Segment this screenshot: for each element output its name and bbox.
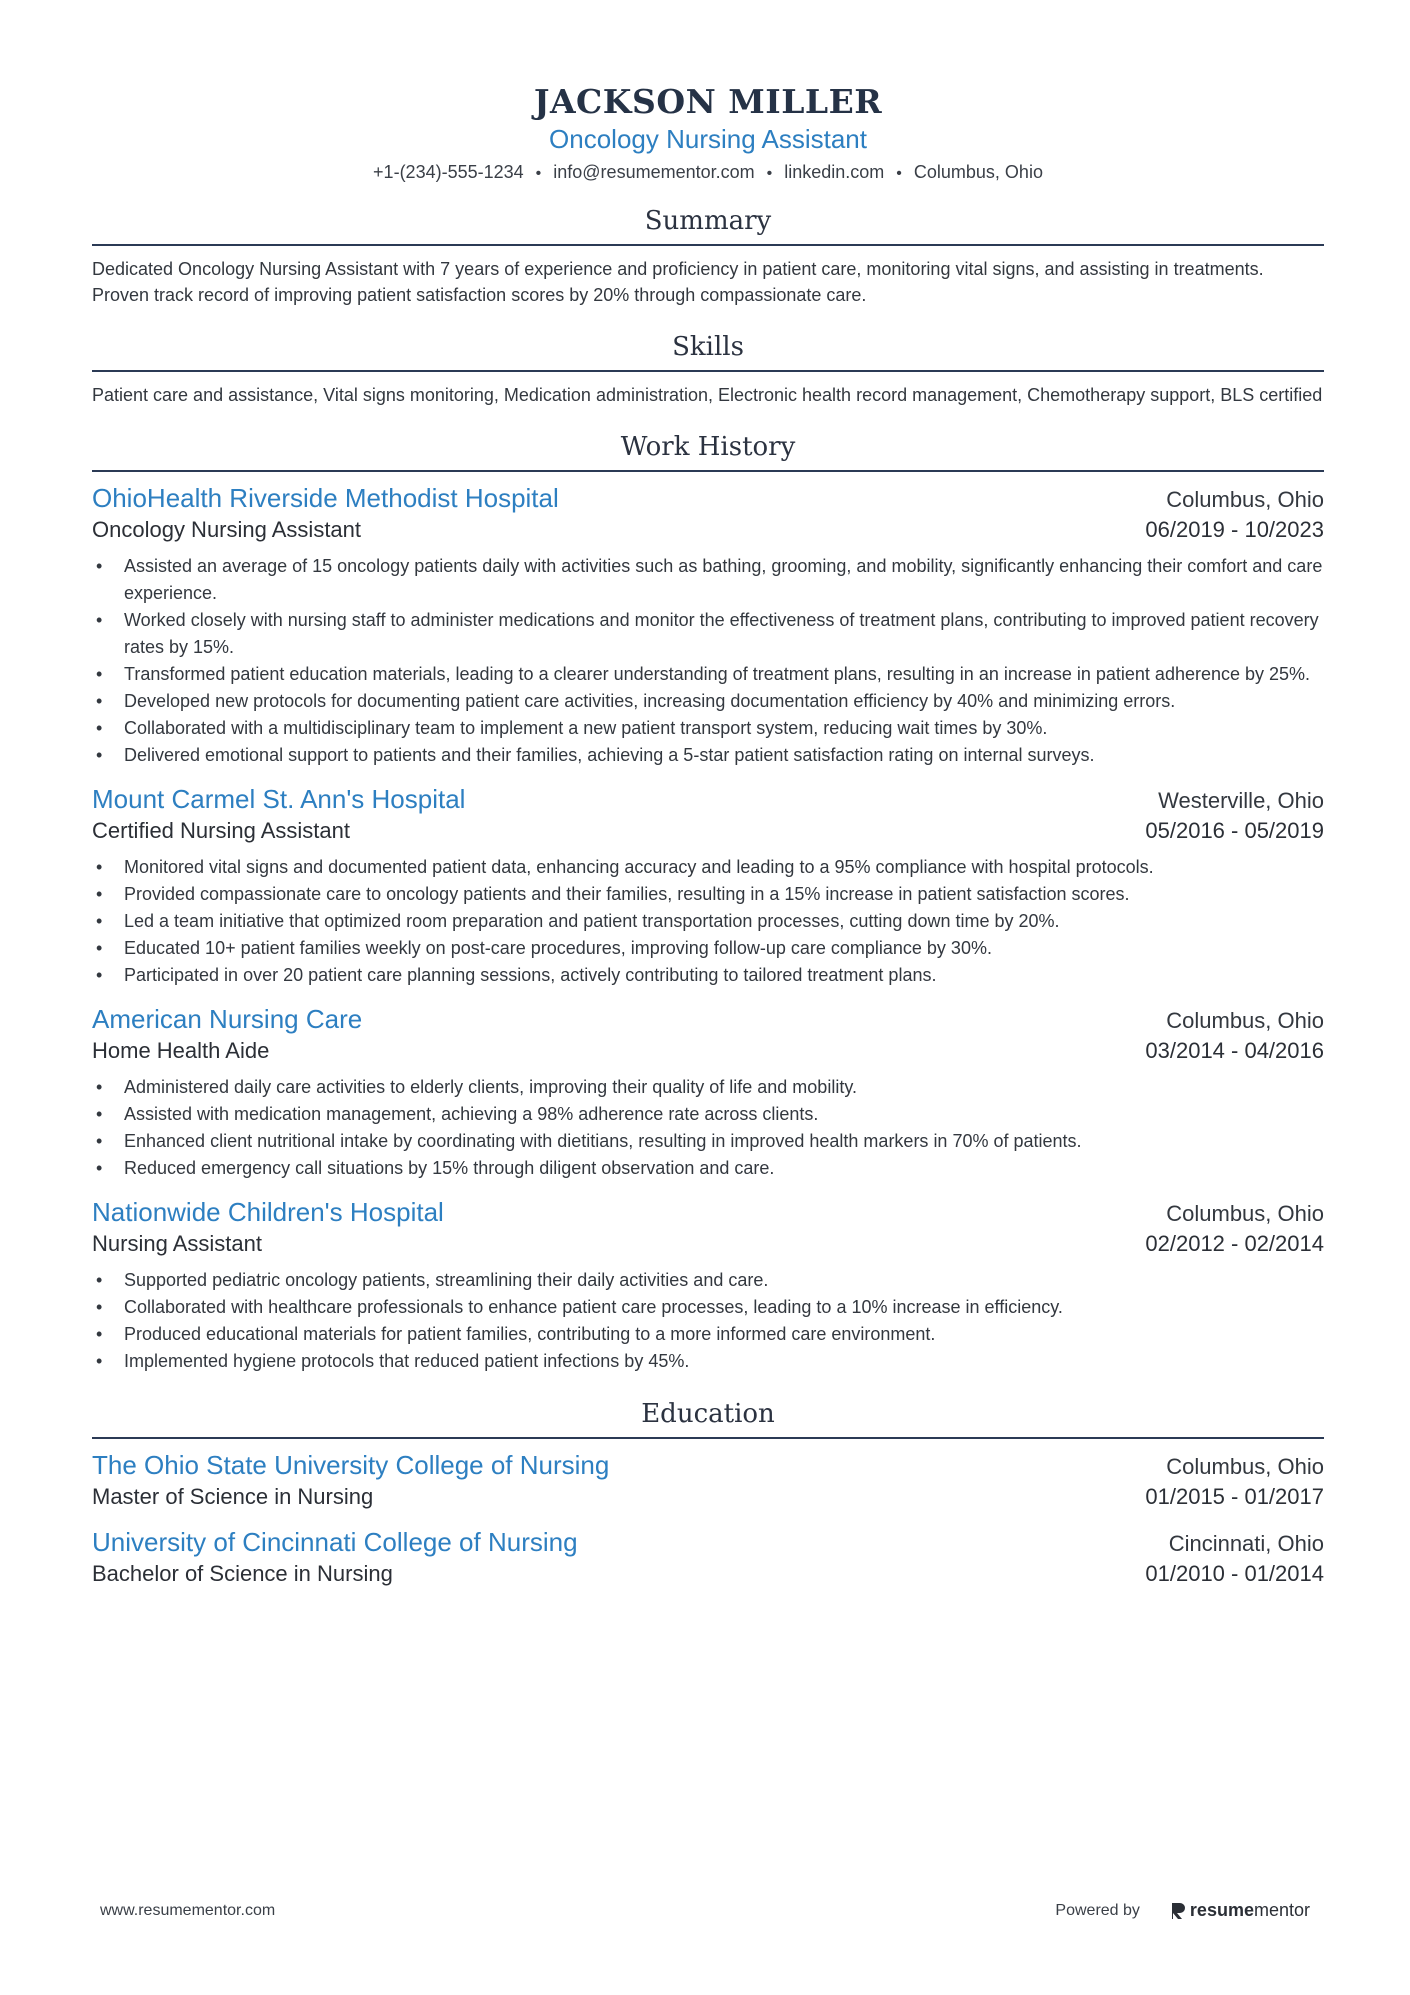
job-bullet: • Provided compassionate care to oncology patients and their families, resulting in a 15% increase in patient satisfaction scores. (92, 881, 1324, 908)
resumementor-logo-icon (1170, 1901, 1186, 1921)
work-history-heading: Work History (92, 430, 1324, 472)
job-entry (92, 482, 1324, 769)
job-employer: American Nursing Care (92, 1004, 363, 1034)
job-bullet: • Supported pediatric oncology patients, streamlining their daily activities and care. (92, 1267, 1324, 1294)
bullet-separator: • (896, 165, 902, 182)
logo-text-bold: resume (1189, 1900, 1254, 1920)
job-bullet: • Assisted with medication management, achieving a 98% adherence rate across clients. (92, 1101, 1324, 1128)
job-bullet: • Collaborated with a multidisciplinary team to implement a new patient transport system, reducing wait times by 30%. (92, 715, 1324, 742)
job-bullet: • Reduced emergency call situations by 15% through diligent observation and care. (92, 1155, 1324, 1182)
skills-text: Patient care and assistance, Vital signs monitoring, Medication administration, Electronic health record management, Chemotherapy support, BLS certified (92, 385, 1323, 405)
job-bullet: • Participated in over 20 patient care planning sessions, actively contributing to tailored treatment plans. (92, 962, 1324, 989)
education-entry (92, 1526, 1324, 1589)
job-role: Oncology Nursing Assistant (92, 517, 362, 542)
job-bullet: • Enhanced client nutritional intake by coordinating with dietitians, resulting in improved health markers in 70% of patients. (92, 1128, 1324, 1155)
job-bullet: • Led a team initiative that optimized room preparation and patient transportation processes, cutting down time by 20%. (92, 908, 1324, 935)
job-bullet: • Transformed patient education materials, leading to a clearer understanding of treatment plans, resulting in an increase in patient adherence by 25%. (92, 661, 1324, 688)
degree: Bachelor of Science in Nursing (92, 1561, 393, 1586)
education-dates: 01/2015 - 01/2017 (1145, 1484, 1324, 1509)
school-name: The Ohio State University College of Nursing (92, 1450, 610, 1480)
education-dates: 01/2010 - 01/2014 (1145, 1561, 1324, 1586)
job-employer: Mount Carmel St. Ann's Hospital (92, 784, 466, 814)
job-bullets (92, 553, 1324, 769)
job-bullet: • Produced educational materials for patient families, contributing to a more informed care environment. (92, 1321, 1324, 1348)
skills-heading: Skills (92, 330, 1324, 372)
resume-header (92, 82, 1324, 186)
contact-phone: +1-(234)-555-1234 (373, 162, 524, 182)
job-bullet: • Monitored vital signs and documented patient data, enhancing accuracy and leading to a 95% compliance with hospital protocols. (92, 854, 1324, 881)
job-role: Certified Nursing Assistant (92, 818, 350, 843)
job-dates: 05/2016 - 05/2019 (1145, 818, 1324, 843)
candidate-name: JACKSON MILLER (533, 82, 883, 121)
footer-website-link[interactable]: www.resumementor.com (100, 1901, 276, 1919)
resumementor-logo[interactable] (1170, 1900, 1310, 1921)
summary-text: Dedicated Oncology Nursing Assistant with 7 years of experience and proficiency in patient care, monitoring vital signs, and assisting in treatments. Proven track record of improving patient satisfaction scores by 20% through compassionate care. (92, 259, 1264, 305)
job-bullet: • Administered daily care activities to elderly clients, improving their quality of life and mobility. (92, 1074, 1324, 1101)
job-entry (92, 1003, 1324, 1182)
job-role: Nursing Assistant (92, 1231, 262, 1256)
logo-text-regular: mentor (1253, 1900, 1310, 1920)
contact-linkedin[interactable]: linkedin.com (784, 162, 885, 182)
job-bullet: • Educated 10+ patient families weekly on post-care procedures, improving follow-up care compliance by 30%. (92, 935, 1324, 962)
contact-email[interactable]: info@resumementor.com (553, 162, 755, 182)
job-employer: Nationwide Children's Hospital (92, 1197, 444, 1227)
job-entry (92, 1196, 1324, 1375)
bullet-separator: • (766, 165, 773, 182)
job-location: Columbus, Ohio (1166, 1008, 1324, 1033)
job-bullets (92, 1074, 1324, 1182)
job-bullet: • Developed new protocols for documenting patient care activities, increasing documentation efficiency by 40% and minimizing errors. (92, 688, 1324, 715)
contact-location: Columbus, Ohio (913, 162, 1043, 182)
education-entry (92, 1449, 1324, 1512)
powered-by (1055, 1900, 1310, 1921)
school-location: Cincinnati, Ohio (1168, 1531, 1324, 1556)
job-dates: 03/2014 - 04/2016 (1145, 1038, 1324, 1063)
job-location: Columbus, Ohio (1166, 487, 1324, 512)
powered-by-label: Powered by (1055, 1901, 1140, 1919)
job-role: Home Health Aide (92, 1038, 270, 1063)
school-location: Columbus, Ohio (1166, 1454, 1324, 1479)
summary-heading: Summary (92, 204, 1324, 246)
school-name: University of Cincinnati College of Nursing (92, 1527, 578, 1557)
candidate-title: Oncology Nursing Assistant (549, 124, 867, 154)
degree: Master of Science in Nursing (92, 1484, 374, 1509)
education-heading: Education (92, 1397, 1324, 1439)
page-footer (100, 1900, 1310, 1921)
contact-line (92, 160, 1324, 186)
job-bullet: • Collaborated with healthcare professionals to enhance patient care processes, leading to a 10% increase in efficiency. (92, 1294, 1324, 1321)
bullet-separator: • (535, 165, 542, 182)
job-bullets (92, 854, 1324, 989)
job-dates: 06/2019 - 10/2023 (1145, 517, 1324, 542)
job-bullets (92, 1267, 1324, 1375)
job-dates: 02/2012 - 02/2014 (1145, 1231, 1324, 1256)
job-bullet: • Worked closely with nursing staff to administer medications and monitor the effectiveness of treatment plans, contributing to improved patient recovery rates by 15%. (92, 607, 1324, 661)
job-entry (92, 783, 1324, 989)
job-bullet: • Delivered emotional support to patients and their families, achieving a 5-star patient satisfaction rating on internal surveys. (92, 742, 1324, 769)
resume-page (92, 82, 1324, 1589)
job-location: Columbus, Ohio (1166, 1201, 1324, 1226)
job-location: Westerville, Ohio (1158, 788, 1324, 813)
job-employer: OhioHealth Riverside Methodist Hospital (92, 483, 559, 513)
job-bullet: • Implemented hygiene protocols that reduced patient infections by 45%. (92, 1348, 1324, 1375)
job-bullet: • Assisted an average of 15 oncology patients daily with activities such as bathing, grooming, and mobility, significantly enhancing their comfort and care experience. (92, 553, 1324, 607)
